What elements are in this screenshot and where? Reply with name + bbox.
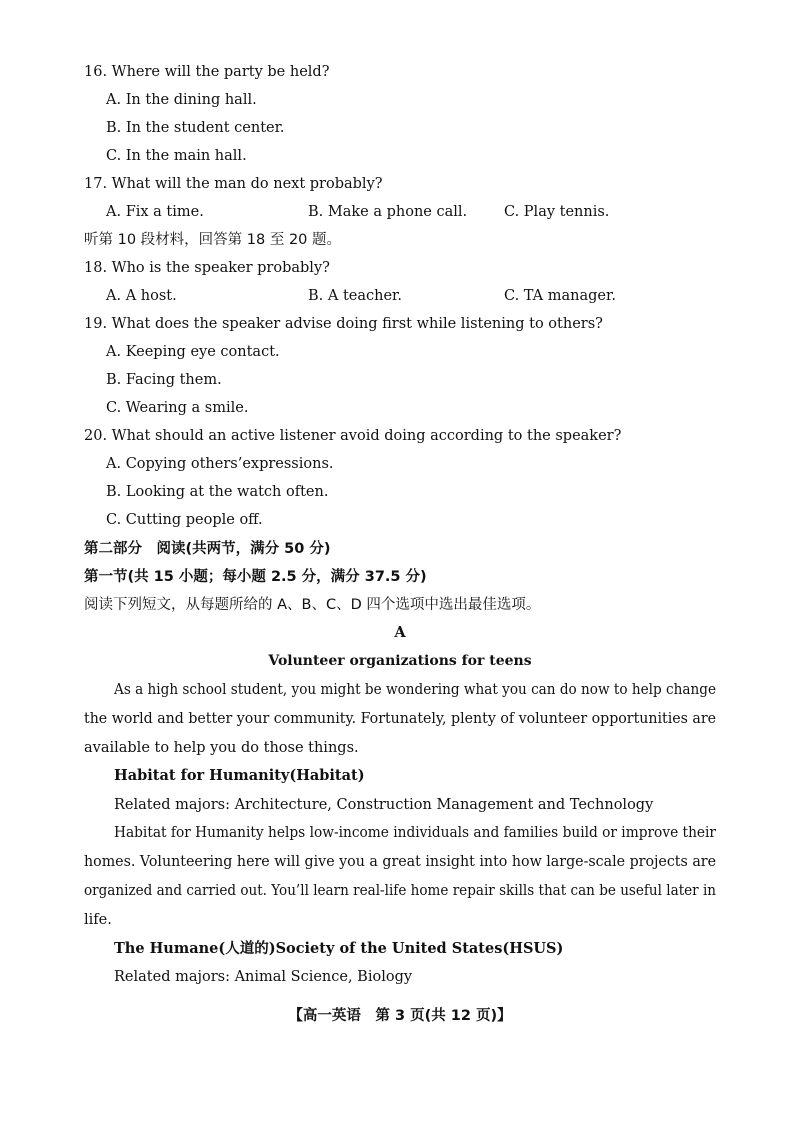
question-20-option-a: A. Copying others’expressions. — [106, 456, 334, 472]
hsus-majors: Related majors: Animal Science, Biology — [114, 969, 413, 985]
question-19-option-b: B. Facing them. — [106, 372, 222, 388]
question-18-stem: 18. Who is the speaker probably? — [84, 260, 330, 276]
habitat-line-2: homes. Volunteering here will give you a great insight into how large-scale projects are — [84, 854, 717, 870]
question-19-option-c: C. Wearing a smile. — [106, 400, 249, 416]
intro-line-3: available to help you do those things. — [84, 740, 359, 756]
part2-instruction: 阅读下列短文，从每题所给的 A、B、C、D 四个选项中选出最佳选项。 — [84, 597, 541, 613]
part2-section1-heading: 第一节(共 15 小题；每小题 2.5 分，满分 37.5 分) — [84, 569, 427, 585]
question-16-option-b: B. In the student center. — [106, 120, 285, 136]
habitat-line-3: organized and carried out. You’ll learn real-life home repair skills that can be useful later in — [84, 883, 717, 899]
passage-letter: A — [394, 624, 406, 641]
question-16-option-a: A. In the dining hall. — [106, 92, 257, 108]
question-17-option-b: B. Make a phone call. — [308, 204, 468, 220]
question-19-stem: 19. What does the speaker advise doing first while listening to others? — [84, 316, 603, 332]
question-18-option-c: C. TA manager. — [504, 288, 616, 304]
question-16-option-c: C. In the main hall. — [106, 148, 247, 164]
habitat-majors: Related majors: Architecture, Construction Management and Technology — [114, 797, 654, 813]
part2-heading: 第二部分 阅读(共两节，满分 50 分) — [84, 541, 331, 557]
intro-line-2: the world and better your community. Fortunately, plenty of volunteer opportunities are — [84, 711, 716, 727]
question-20-option-b: B. Looking at the watch often. — [106, 484, 329, 500]
habitat-line-4: life. — [84, 912, 112, 928]
passage-title: Volunteer organizations for teens — [268, 653, 532, 669]
habitat-heading: Habitat for Humanity(Habitat) — [114, 767, 365, 784]
question-17-option-c: C. Play tennis. — [504, 204, 610, 220]
question-19-option-a: A. Keeping eye contact. — [106, 344, 280, 360]
listening-instruction: 听第 10 段材料，回答第 18 至 20 题。 — [84, 232, 342, 248]
hsus-heading: The Humane(人道的)Society of the United States(HSUS) — [114, 940, 564, 957]
page-footer: 【高一英语 第 3 页(共 12 页)】 — [288, 1008, 512, 1024]
question-18-option-a: A. A host. — [106, 288, 177, 304]
question-20-stem: 20. What should an active listener avoid doing according to the speaker? — [84, 428, 622, 444]
question-20-option-c: C. Cutting people off. — [106, 512, 263, 528]
question-18-option-b: B. A teacher. — [308, 288, 402, 304]
question-17-stem: 17. What will the man do next probably? — [84, 176, 383, 192]
question-16-stem: 16. Where will the party be held? — [84, 64, 330, 80]
habitat-line-1: Habitat for Humanity helps low-income individuals and families build or improve their — [114, 825, 716, 841]
intro-line-1: As a high school student, you might be wondering what you can do now to help change — [114, 682, 717, 698]
question-17-option-a: A. Fix a time. — [106, 204, 204, 220]
